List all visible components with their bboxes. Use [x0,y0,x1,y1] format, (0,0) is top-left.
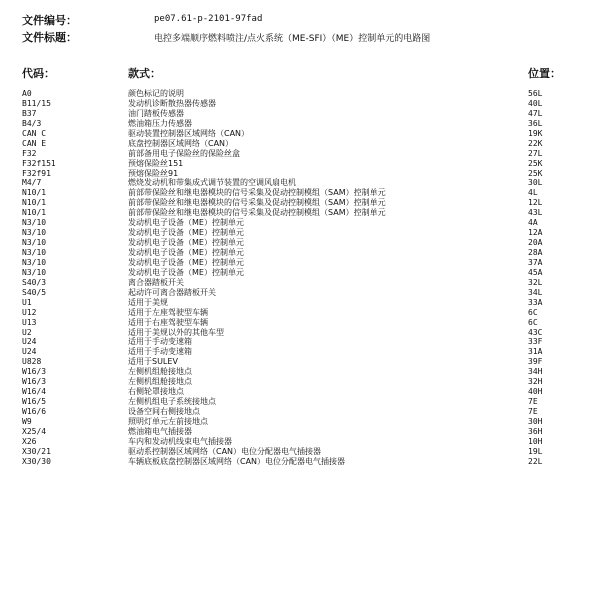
row-description: 右侧轮罩接地点 [128,387,184,397]
column-header-pos: 位置： [528,67,561,80]
row-code: S40/5 [22,287,47,297]
row-description: 设备空间右侧接地点 [128,407,200,416]
row-position: 39F [528,357,543,367]
row-code: U24 [22,337,37,347]
row-position: 27L [528,148,543,158]
row-description: 预熔保险丝151 [128,158,184,168]
row-description: 车内和发动机线束电气插接器 [128,436,232,446]
row-description: 适用于美规以外的其他车型 [128,327,224,337]
row-description: 适用于手动变速箱 [128,337,192,347]
list-row [0,258,601,268]
list-row [0,228,601,238]
row-position: 10H [528,436,543,446]
row-description: 离合器踏板开关 [128,277,184,287]
row-description: 油门踏板传感器 [128,108,184,118]
row-code: U24 [22,347,37,357]
row-position: 56L [528,89,543,98]
row-position: 32L [528,277,543,287]
row-description: 照明灯单元左前接地点 [128,416,208,426]
row-description: 颜色标记的说明 [128,89,184,98]
row-code: U13 [22,317,37,327]
row-position: 12L [528,198,543,208]
doc-title-value: 电控多端顺序燃料喷注/点火系统（ME-SFI）（ME）控制单元的电路图 [154,34,431,44]
list-row [0,208,601,218]
row-code: A0 [22,89,32,98]
row-code: W9 [22,416,32,426]
row-code: W16/6 [22,407,47,416]
list-row [0,298,601,308]
row-position: 33A [528,297,543,307]
row-description: 发动机电子设备（ME）控制单元 [128,218,244,228]
row-position: 4A [528,218,538,228]
row-code: B11/15 [22,98,51,108]
row-description: 左侧机组舱接地点 [128,377,192,387]
row-code: N3/10 [22,218,47,228]
row-description: 燃油箱电气插接器 [128,426,192,436]
list-row [0,268,601,278]
list-row [0,149,601,159]
list-row [0,248,601,258]
row-description: 适用于SULEV [128,357,178,367]
row-description: 车辆底板底盘控制器区域网络（CAN）电位分配器电气插接器 [128,456,346,466]
list-row [0,278,601,288]
row-description: 适用于右座驾驶型车辆 [128,317,208,327]
row-description: 驱动系控制器区域网络（CAN）电位分配器电气插接器 [128,446,322,456]
row-position: 36H [528,426,543,436]
row-position: 40L [528,98,543,108]
row-position: 43L [528,208,543,218]
row-code: CAN E [22,138,47,148]
row-description: 发动机电子设备（ME）控制单元 [128,248,244,257]
row-code: CAN C [22,128,47,138]
list-row [0,437,601,447]
row-code: N10/1 [22,188,47,198]
list-row [0,308,601,318]
row-code: N3/10 [22,257,47,267]
list-row [0,188,601,198]
row-position: 34H [528,367,543,377]
row-description: 发动机电子设备（ME）控制单元 [128,257,244,267]
row-code: U12 [22,307,37,317]
row-position: 30L [528,178,543,188]
row-position: 32H [528,377,543,387]
row-description: 燃烧发动机和带集成式调节装置的空调风扇电机 [128,178,296,188]
row-position: 43C [528,327,543,337]
row-description: 预熔保险丝91 [128,168,179,178]
row-code: W16/3 [22,377,47,387]
doc-number-label: 文件编号： [22,14,77,27]
row-position: 22K [528,138,543,148]
list-row [0,119,601,129]
row-code: N3/10 [22,238,47,248]
row-code: F32f151 [22,158,56,168]
row-position: 33F [528,337,543,347]
row-code: X25/4 [22,426,47,436]
list-row [0,169,601,179]
row-description: 左侧机组电子系统接地点 [128,397,216,407]
row-position: 40H [528,387,543,397]
component-list [0,89,601,467]
row-description: 前部备用电子保险丝的保险丝盒 [128,148,240,158]
row-code: B37 [22,108,37,118]
list-row [0,89,601,99]
row-code: F32 [22,148,37,158]
list-row [0,367,601,377]
row-code: X30/30 [22,456,51,466]
list-row [0,377,601,387]
row-position: 19L [528,446,543,456]
list-row [0,427,601,437]
row-description: 适用于手动变速箱 [128,347,192,357]
row-code: X26 [22,436,37,446]
row-position: 36L [528,118,543,128]
list-row [0,288,601,298]
row-code: W16/4 [22,387,47,397]
row-code: N10/1 [22,198,47,208]
list-row [0,129,601,139]
list-row [0,178,601,188]
row-position: 20A [528,238,543,248]
row-description: 前部带保险丝和继电器模块的信号采集及促动控制模组（SAM）控制单元 [128,198,386,208]
list-row [0,318,601,328]
row-position: 12A [528,228,543,238]
row-position: 6C [528,317,538,327]
row-position: 19K [528,128,543,138]
row-position: 47L [528,108,543,118]
row-description: 发动机诊断散热器传感器 [128,98,216,108]
row-code: U2 [22,327,32,337]
row-code: U1 [22,297,32,307]
list-row [0,407,601,417]
row-code: W16/3 [22,367,47,377]
row-code: N10/1 [22,208,47,218]
doc-title-label: 文件标题： [22,31,77,44]
list-row [0,357,601,367]
row-code: M4/7 [22,178,42,188]
row-description: 适用于左座驾驶型车辆 [128,307,208,317]
list-row [0,337,601,347]
list-row [0,109,601,119]
list-row [0,238,601,248]
row-position: 45A [528,267,543,277]
row-position: 30H [528,416,543,426]
row-position: 6C [528,307,538,317]
row-description: 驱动装置控制器区域网络（CAN） [128,128,250,138]
column-header-text: 款式： [128,67,161,80]
row-description: 发动机电子设备（ME）控制单元 [128,267,244,277]
row-position: 22L [528,456,543,466]
list-row [0,159,601,169]
column-header-code: 代码： [22,67,55,80]
row-code: N3/10 [22,228,47,238]
list-row [0,387,601,397]
list-row [0,347,601,357]
list-row [0,99,601,109]
row-code: N3/10 [22,267,47,277]
row-code: S40/3 [22,277,47,287]
row-description: 底盘控制器区域网络（CAN） [128,138,234,148]
row-description: 左侧机组舱接地点 [128,367,192,377]
row-code: B4/3 [22,118,42,128]
list-row [0,397,601,407]
row-description: 适用于美规 [128,297,168,307]
row-description: 前部带保险丝和继电器模块的信号采集及促动控制模组（SAM）控制单元 [128,208,386,218]
list-row [0,417,601,427]
row-position: 7E [528,407,538,416]
row-code: N3/10 [22,248,47,257]
row-code: X30/21 [22,446,51,456]
row-position: 37A [528,257,543,267]
row-description: 起动许可离合器踏板开关 [128,287,216,297]
row-position: 34L [528,287,543,297]
row-position: 4L [528,188,538,198]
list-row [0,457,601,467]
row-description: 前部带保险丝和继电器模块的信号采集及促动控制模组（SAM）控制单元 [128,188,386,198]
row-code: W16/5 [22,397,47,407]
row-position: 7E [528,397,538,407]
row-code: U828 [22,357,42,367]
row-position: 28A [528,248,543,257]
row-position: 25K [528,158,543,168]
list-row [0,139,601,149]
row-code: F32f91 [22,168,51,178]
row-position: 25K [528,168,543,178]
list-row [0,328,601,338]
list-row [0,198,601,208]
row-description: 燃油箱压力传感器 [128,118,192,128]
row-description: 发动机电子设备（ME）控制单元 [128,228,244,238]
list-row [0,218,601,228]
doc-number-value: pe07.61-p-2101-97fad [154,14,263,24]
row-position: 31A [528,347,543,357]
list-row [0,447,601,457]
row-description: 发动机电子设备（ME）控制单元 [128,238,244,248]
